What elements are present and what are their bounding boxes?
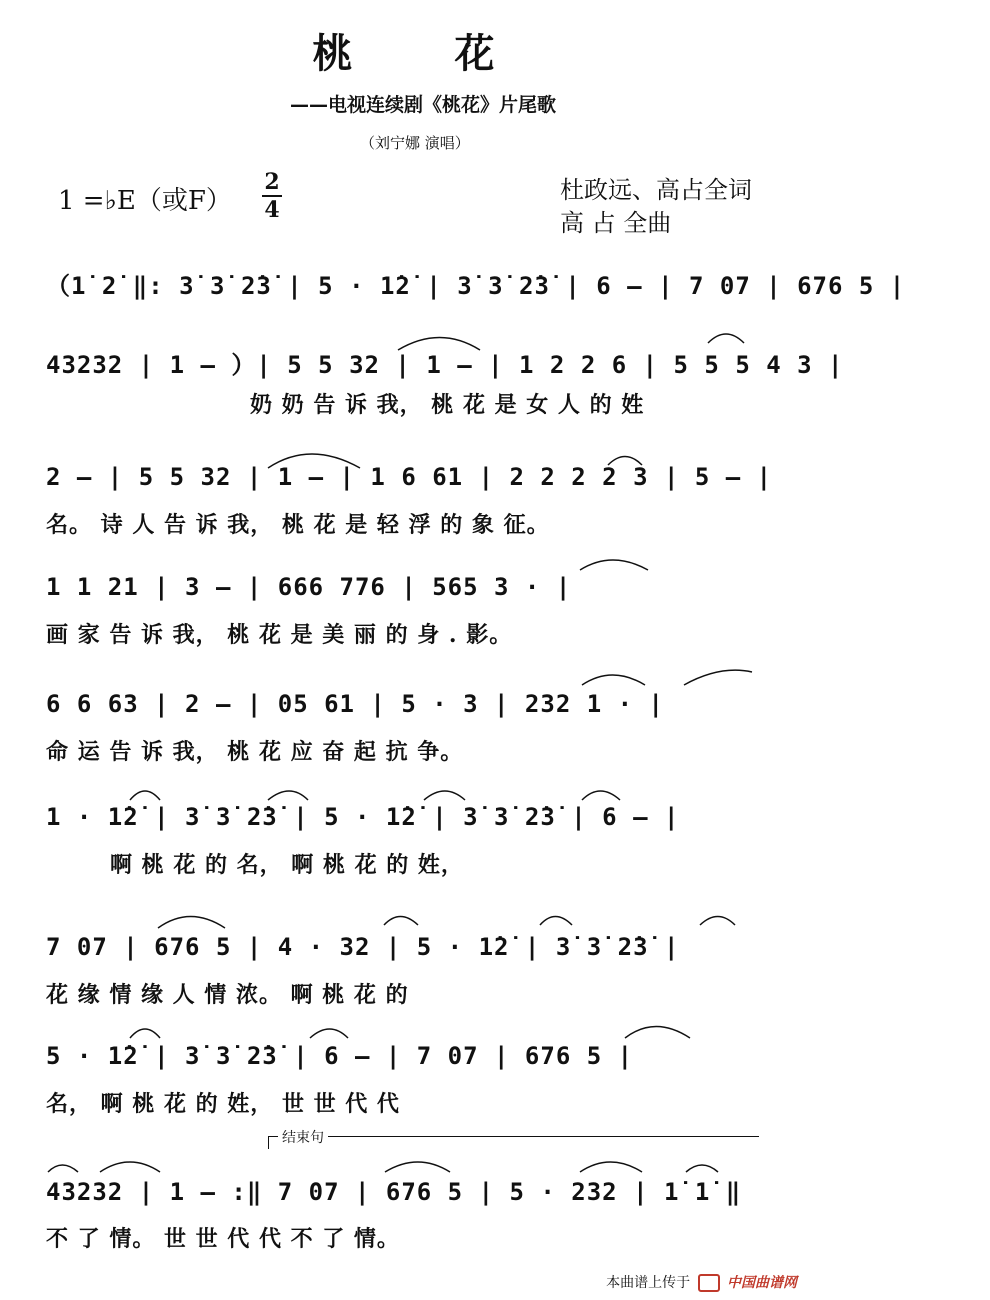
slur-17 xyxy=(310,1029,348,1038)
notation-row-8: 5 · 1̇2̇ | 3̇ 3̇ 2̇3̇ | 6 – | 7 07 | 676 5 | xyxy=(46,1042,634,1070)
slur-23 xyxy=(686,1165,718,1172)
lyrics-row-3: 名。 诗 人 告 诉 我， 桃 花 是 轻 浮 的 象 征。 xyxy=(46,512,550,538)
key-signature: 1 =♭E（或F） xyxy=(58,186,232,216)
slur-6 xyxy=(582,675,645,685)
song-title: 桃 花 xyxy=(312,30,539,77)
slur-10 xyxy=(424,791,465,800)
slur-14 xyxy=(540,917,572,926)
section-label: 结束句 xyxy=(278,1127,328,1147)
slur-15 xyxy=(700,917,735,926)
slur-21 xyxy=(385,1162,450,1172)
slur-22 xyxy=(580,1162,642,1172)
lyrics-row-9: 不 了 情。 世 世 代 代 不 了 情。 xyxy=(46,1226,400,1252)
slur-18 xyxy=(625,1027,690,1039)
lyrics-row-5: 命 运 告 诉 我， 桃 花 应 奋 起 抗 争。 xyxy=(46,739,464,765)
time-signature-top: 2 xyxy=(264,169,280,195)
time-signature-bottom: 4 xyxy=(264,197,280,223)
footer-prefix: 本曲谱上传于 xyxy=(606,1275,691,1291)
slur-13 xyxy=(384,917,418,926)
slur-12 xyxy=(158,917,225,929)
notation-row-6: 1 · 1̇2̇ | 3̇ 3̇ 2̇3̇ | 5 · 1̇2̇ | 3̇ 3̇ 2̇3̇ | 6 – | xyxy=(46,803,680,831)
slur-5 xyxy=(580,560,648,570)
lyrics-row-7: 花 缘 情 缘 人 情 浓。 啊 桃 花 的 xyxy=(46,982,409,1008)
footer-brand[interactable]: 中国曲谱网 xyxy=(727,1275,797,1291)
slur-2 xyxy=(708,334,744,343)
notation-row-1: （1̇ 2̇ ‖: 3̇ 3̇ 2̇3̇ | 5 · 1̇2̇ | 3̇ 3̇ 2̇3̇ | 6 – | 7 07 | 676 5 | xyxy=(46,272,906,300)
slur-16 xyxy=(130,1029,160,1038)
lyricist-credit: 杜政远、高占全词 xyxy=(560,176,752,204)
time-signature xyxy=(262,170,282,222)
notation-row-7: 7 07 | 676 5 | 4 · 32 | 5 · 1̇2̇ | 3̇ 3̇ 2̇3̇ | xyxy=(46,933,680,961)
song-subtitle: ——电视连续剧《桃花》片尾歌 xyxy=(290,94,557,116)
notation-row-9: 43232 | 1 – :‖ 7 07 | 676 5 | 5 · 232 | 1̇ 1̇ ‖ xyxy=(46,1178,742,1206)
slur-9 xyxy=(268,791,308,800)
site-logo-icon xyxy=(698,1274,720,1292)
lyrics-row-2: 奶 奶 告 诉 我， 桃 花 是 女 人 的 姓 xyxy=(250,392,645,418)
singer-credit: （刘宁娜 演唱） xyxy=(360,134,470,152)
notation-row-3: 2 – | 5 5 32 | 1 – | 1 6 61 | 2 2 2 2 3 | 5 – | xyxy=(46,463,773,491)
notation-row-5: 6 6 63 | 2 – | 05 61 | 5 · 3 | 232 1 · | xyxy=(46,690,664,718)
slur-20 xyxy=(100,1162,160,1172)
notation-row-4: 1 1 21 | 3 – | 666 776 | 565 3 · | xyxy=(46,573,572,601)
lyrics-row-4: 画 家 告 诉 我， 桃 花 是 美 丽 的 身 . 影。 xyxy=(46,622,513,648)
footer-credit xyxy=(606,1272,797,1292)
slur-7 xyxy=(684,670,752,685)
notation-row-2: 43232 | 1 – ）| 5 5 32 | 1 – | 1 2 2 6 | 5 5 5 4 3 | xyxy=(46,351,844,379)
lyrics-row-8: 名， 啊 桃 花 的 姓， 世 世 代 代 xyxy=(46,1091,400,1117)
slur-19 xyxy=(48,1165,78,1172)
slur-11 xyxy=(582,791,620,800)
section-bracket xyxy=(268,1136,759,1149)
lyrics-row-6: 啊 桃 花 的 名， 啊 桃 花 的 姓， xyxy=(110,852,464,878)
slur-8 xyxy=(130,791,160,800)
composer-credit: 高 占 全曲 xyxy=(560,209,672,237)
